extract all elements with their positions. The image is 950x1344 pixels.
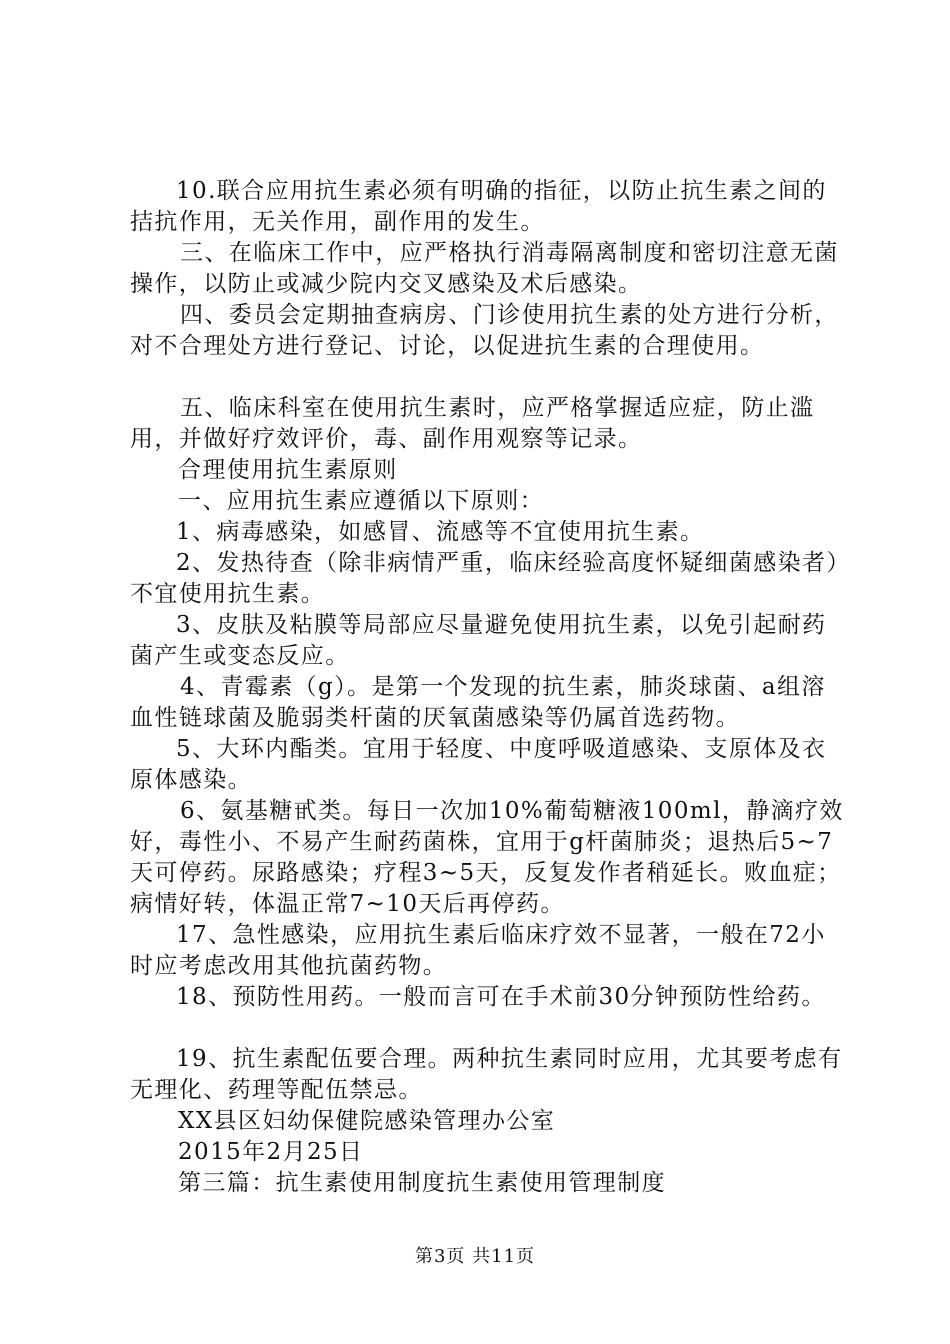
- page-footer: 第3页 共11页: [414, 1246, 536, 1267]
- paragraph-3: 三、在临床工作中，应严格执行消毒隔离制度和密切注意无菌操作，以防止或减少院内交叉感染及术后感染。: [130, 240, 839, 297]
- principle-19: 19、抗生素配伍要合理。两种抗生素同时应用，尤其要考虑有无理化、药理等配伍禁忌。: [130, 1046, 843, 1103]
- principle-2: 2、发热待查（除非病情严重，临床经验高度怀疑细菌感染者）不宜使用抗生素。: [130, 550, 840, 607]
- paragraph-10: 10.联合应用抗生素必须有明确的指征，以防止抗生素之间的拮抗作用，无关作用，副作用的发生。: [130, 178, 827, 235]
- principle-17: 17、急性感染，应用抗生素后临床疗效不显著，一般在72小时应考虑改用其他抗菌药物。: [130, 922, 826, 979]
- paragraph-5: 五、临床科室在使用抗生素时，应严格掌握适应症，防止滥用，并做好疗效评价，毒、副作用观察等记录。: [130, 395, 815, 452]
- principle-3: 3、皮肤及粘膜等局部应尽量避免使用抗生素，以免引起耐药菌产生或变态反应。: [130, 612, 827, 669]
- next-section-title: 第三篇：抗生素使用制度抗生素使用管理制度: [178, 1170, 666, 1196]
- signature-date: 2015年2月25日: [178, 1139, 364, 1165]
- signature-office: XX县区妇幼保健院感染管理办公室: [178, 1108, 556, 1134]
- principle-6: 6、氨基糖甙类。每日一次加10%葡萄糖液100ml，静滴疗效好，毒性小、不易产生耐药菌株，宜用于g杆菌肺炎；退热后5~7天可停药。尿路感染；疗程3~5天，反复发作者稍延长。败血症；病情好转，体温正常7~10天后再停药。: [130, 798, 844, 917]
- principle-18: 18、预防性用药。一般而言可在手术前30分钟预防性给药。: [176, 984, 826, 1010]
- principle-4: 4、青霉素（g）。是第一个发现的抗生素，肺炎球菌、a组溶血性链球菌及脆弱类杆菌的厌氧菌感染等仍属首选药物。: [130, 674, 826, 731]
- section-heading: 合理使用抗生素原则: [178, 457, 398, 483]
- principle-5: 5、大环内酯类。宜用于轻度、中度呼吸道感染、支原体及衣原体感染。: [130, 736, 827, 793]
- document-body: [130, 176, 850, 1199]
- principles-intro: 一、应用抗生素应遵循以下原则：: [178, 488, 544, 514]
- paragraph-4: 四、委员会定期抽查病房、门诊使用抗生素的处方进行分析，对不合理处方进行登记、讨论，以促进抗生素的合理使用。: [130, 302, 839, 359]
- principle-1: 1、病毒感染，如感冒、流感等不宜使用抗生素。: [176, 519, 705, 545]
